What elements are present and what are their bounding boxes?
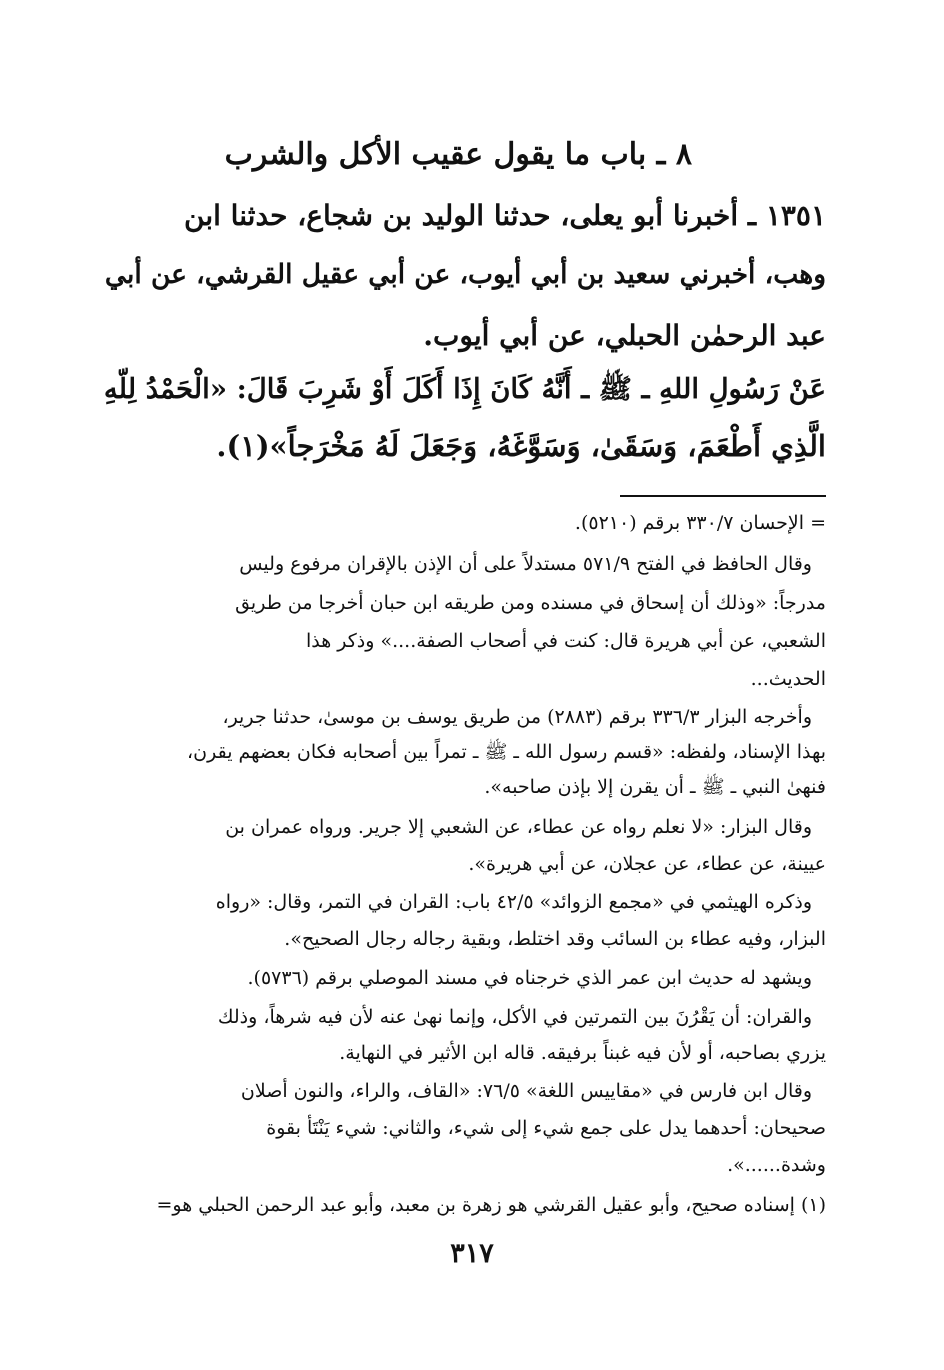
footnote-line: البزار، وفيه عطاء بن السائب وقد اختلط، وبقية رجاله رجال الصحيح». [284,928,826,950]
footnote-line: فنهىٰ النبي ـ ﷺ ـ أن يقرن إلا بإذن صاحبه». [484,776,826,798]
footnote-line: وقال الحافظ في الفتح ٥٧١/٩ مستدلاً على أن الإذن بالإقران مرفوع وليس [239,553,812,575]
footnote-line: وشدة......». [727,1154,826,1176]
page-number: ٣١٧ [450,1238,494,1269]
footnote-line: وقال البزار: «لا نعلم رواه عن عطاء، عن الشعبي إلا جرير. ورواه عمران بن [225,816,812,838]
footnote-line: ويشهد له حديث ابن عمر الذي خرجناه في مسند الموصلي برقم (٥٧٣٦). [247,967,812,989]
footnote-line: وقال ابن فارس في «مقاييس اللغة» ٧٦/٥: «القاف، والراء، والنون أصلان [240,1080,812,1102]
matn-line: الَّذِي أَطْعَمَ، وَسَقَىٰ، وَسَوَّغَهُ، وَجَعَلَ لَهُ مَخْرَجاً»(١). [216,429,826,463]
footnote-line: مدرجاً: «وذلك أن إسحاق في مسنده ومن طريقه ابن حبان أخرجا من طريق [235,592,826,614]
footnote-line: صحيحان: أحدهما يدل على جمع شيء إلى شيء، والثاني: شيء يَنْتَأ بقوة [266,1117,826,1139]
footnote-line: بهذا الإسناد، ولفظه: «قسم رسول الله ـ ﷺ ـ تمراً بين أصحابه فكان بعضهم يقرن، [187,741,826,763]
footnote-line: (١) إسناده صحيح، وأبو عقيل القرشي هو زهرة بن معبد، وأبو عبد الرحمن الحبلي هو= [156,1194,826,1216]
chapter-title: ٨ ـ باب ما يقول عقيب الأكل والشرب [224,137,692,172]
footnote-line: والقران: أن يَقْرُنَ بين التمرتين في الأكل، وإنما نهىٰ عنه لأن فيه شرهاً، وذلك [217,1006,812,1028]
footnote-line: الحديث... [750,668,826,690]
isnad-line: عبد الرحمٰن الحبلي، عن أبي أيوب. [423,319,826,352]
footnote-line: وأخرجه البزار ٣٣٦/٣ برقم (٢٨٨٣) من طريق يوسف بن موسىٰ، حدثنا جرير، [222,706,812,728]
isnad-line: ١٣٥١ ـ أخبرنا أبو يعلى، حدثنا الوليد بن شجاع، حدثنا ابن [184,199,826,232]
footnote-line: عيينة، عن عطاء، عن عجلان، عن أبي هريرة». [468,853,826,875]
footnote-line: = الإحسان ٣٣٠/٧ برقم (٥٢١٠). [574,512,826,534]
footnote-line: وذكره الهيثمي في «مجمع الزوائد» ٤٢/٥ باب: القران في التمر، وقال: «رواه [215,891,812,913]
footnote-line: الشعبي، عن أبي هريرة قال: كنت في أصحاب الصفة....» وذكر هذا [305,630,826,652]
matn-line: عَنْ رَسُولِ اللهِ ـ ﷺ ـ أَنَّهُ كَانَ إِذَا أَكَلَ أَوْ شَرِبَ قَالَ: «الْحَمْدُ لِلّهِ [103,373,826,405]
footnote-line: يزري بصاحبه، أو لأن فيه غبناً برفيقه. قاله ابن الأثير في النهاية. [339,1042,826,1064]
isnad-line: وهب، أخبرني سعيد بن أبي أيوب، عن أبي عقيل القرشي، عن أبي [104,259,826,290]
footnote-separator [620,495,826,497]
